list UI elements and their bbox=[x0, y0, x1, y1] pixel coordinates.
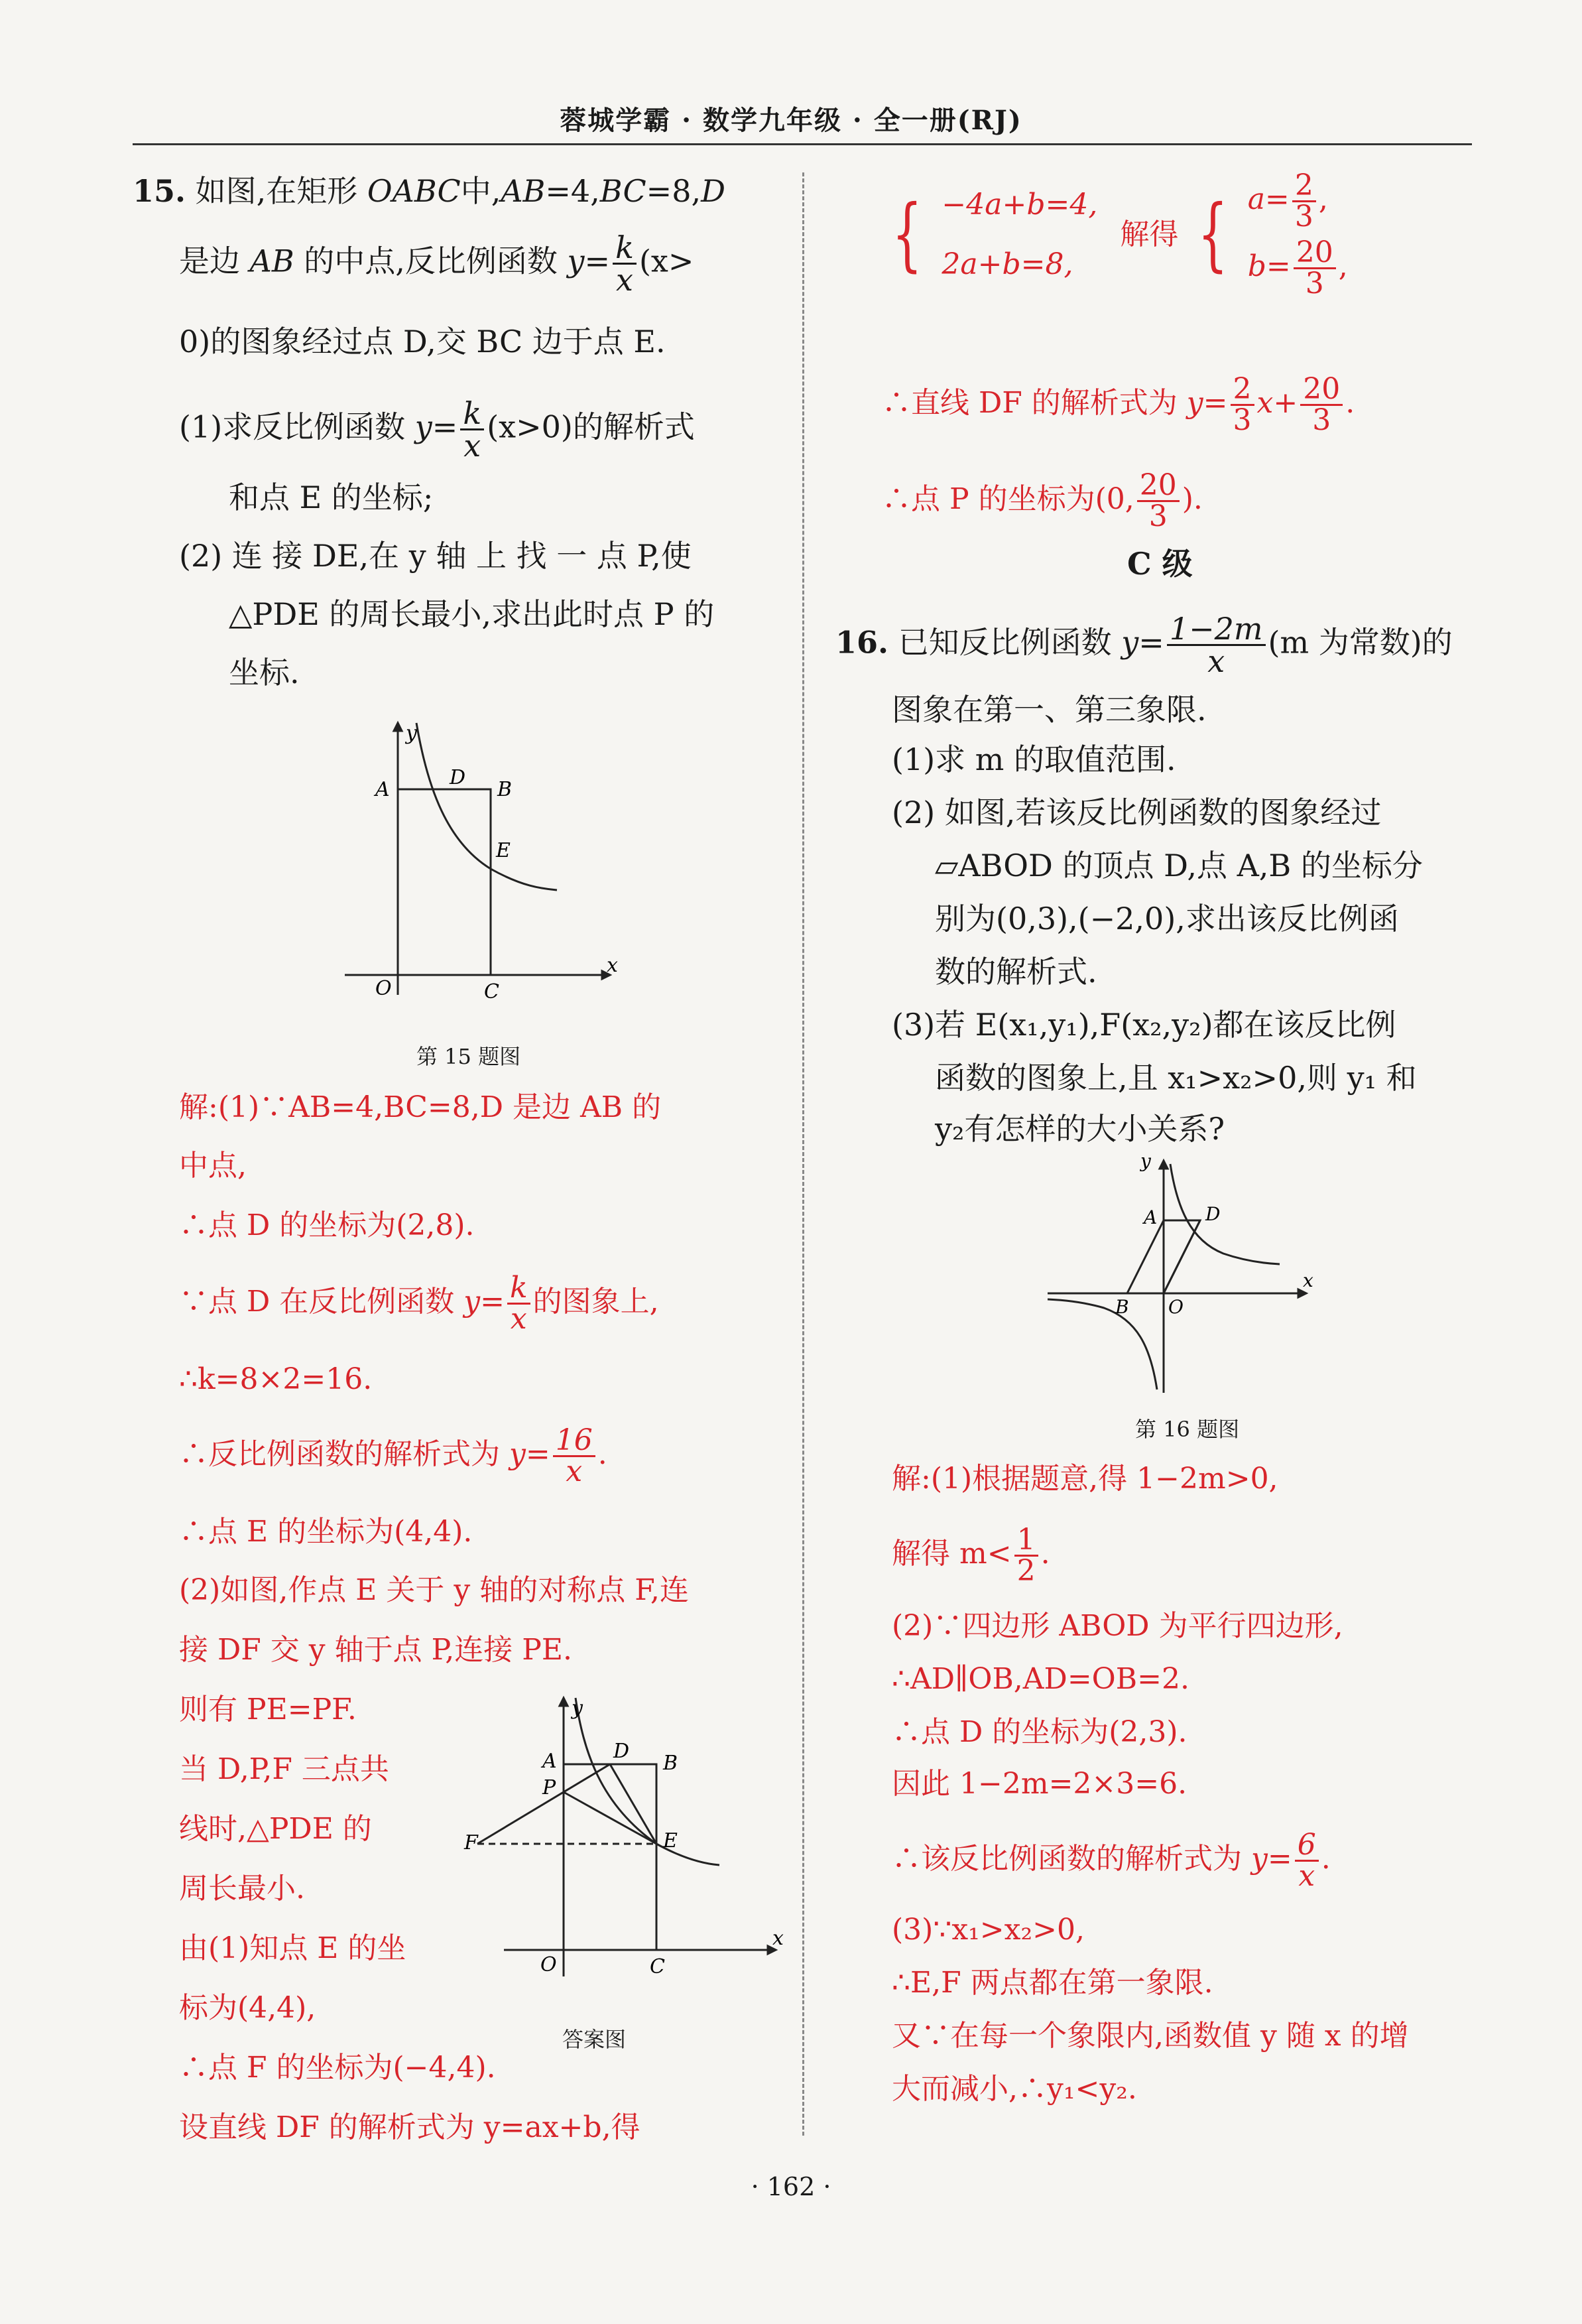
column-divider bbox=[802, 172, 804, 2136]
sol16-line1: 解:(1)根据题意,得 1−2m>0, bbox=[892, 1462, 1278, 1496]
label-P: P bbox=[542, 1776, 556, 1799]
fraction-16-over-x: $\frac{16}{x}$ bbox=[553, 1426, 595, 1486]
label-B: B bbox=[497, 778, 513, 801]
q16-number: 16. bbox=[835, 624, 889, 661]
sol15-line5: ∴k=8×2=16. bbox=[179, 1362, 373, 1396]
sol16-line9: ∴E,F 两点都在第一象限. bbox=[892, 1966, 1213, 2000]
answer-figure-caption: 答案图 bbox=[562, 2027, 627, 2052]
q15-line7: △PDE 的周长最小,求出此时点 P 的 bbox=[229, 596, 715, 632]
sol15-line11: 当 D,P,F 三点共 bbox=[179, 1752, 389, 1786]
fig16-caption: 第 16 题图 bbox=[1135, 1417, 1240, 1442]
rectangle-OABC bbox=[564, 1764, 656, 1950]
label-B: B bbox=[1115, 1296, 1129, 1318]
label-E: E bbox=[663, 1829, 678, 1852]
label-B: B bbox=[663, 1752, 678, 1775]
fraction-k-over-x: $\frac{k}{x}$ bbox=[460, 398, 484, 461]
label-F: F bbox=[464, 1831, 478, 1854]
header-rule bbox=[133, 143, 1472, 145]
hyperbola-curve bbox=[416, 723, 557, 890]
q16-line6: 别为(0,3),(−2,0),求出该反比例函 bbox=[935, 901, 1399, 936]
left-brace: { bbox=[1197, 188, 1229, 281]
sol15-line14: 由(1)知点 E 的坐 bbox=[179, 1931, 406, 1965]
q15-line5: 和点 E 的坐标; bbox=[229, 480, 434, 515]
label-D: D bbox=[613, 1740, 630, 1763]
left-brace: { bbox=[892, 188, 923, 281]
label-x: x bbox=[1303, 1269, 1313, 1291]
q16-line3: (1)求 m 的取值范围. bbox=[892, 742, 1176, 777]
label-D: D bbox=[450, 766, 466, 789]
sol15-line3: ∴点 D 的坐标为(2,8). bbox=[179, 1208, 475, 1242]
label-D: D bbox=[1205, 1203, 1221, 1225]
q15-line4: (1)求反比例函数 y= $\frac{k}{x}$ (x>0)的解析式 bbox=[179, 395, 695, 464]
p-coordinate-result: ∴点 P 的坐标为(0, $\frac{20}{3}$ ). bbox=[882, 468, 1203, 533]
sol15-line6: ∴反比例函数的解析式为 y= $\frac{16}{x}$ . bbox=[179, 1423, 607, 1488]
sol16-line2: 解得 m< $\frac{1}{2}$ . bbox=[892, 1523, 1050, 1588]
df-line-result: ∴直线 DF 的解析式为 y= $\frac{2}{3}$ x+ $\frac{20}{3}$ . bbox=[882, 372, 1355, 437]
q15-number: 15. bbox=[133, 173, 186, 209]
fig15-caption: 第 15 题图 bbox=[416, 1044, 521, 1069]
sol15-line12: 线时,△PDE 的 bbox=[179, 1812, 372, 1846]
q16-line5: ▱ABOD 的顶点 D,点 A,B 的坐标分 bbox=[935, 848, 1423, 883]
label-O: O bbox=[540, 1953, 557, 1976]
q16-line4: (2) 如图,若该反比例函数的图象经过 bbox=[892, 795, 1382, 830]
label-O: O bbox=[1168, 1296, 1184, 1318]
sol16-line7: ∴该反比例函数的解析式为 y= $\frac{6}{x}$ . bbox=[892, 1828, 1331, 1893]
figure-16 bbox=[1041, 1150, 1319, 1399]
fraction-1-2m-over-x: $\frac{1-2m}{x}$ bbox=[1167, 613, 1266, 677]
sol15-line16: ∴点 F 的坐标为(−4,4). bbox=[179, 2051, 496, 2085]
q16-line9: 函数的图象上,且 x₁>x₂>0,则 y₁ 和 bbox=[935, 1060, 1417, 1096]
q15-line1: 15. 如图,在矩形 OABC中,AB=4,BC=8,D bbox=[133, 173, 725, 209]
sol15-line7: ∴点 E 的坐标为(4,4). bbox=[179, 1515, 473, 1549]
fraction-k-over-x: $\frac{k}{x}$ bbox=[507, 1273, 530, 1334]
sol15-line15: 标为(4,4), bbox=[179, 1991, 316, 2025]
fraction-b: $\frac{20}{3}$ bbox=[1294, 238, 1336, 298]
label-C: C bbox=[650, 1955, 665, 1978]
q15-line8: 坐标. bbox=[229, 655, 300, 690]
fraction-a: $\frac{2}{3}$ bbox=[1292, 171, 1316, 231]
fraction-k-over-x: $\frac{k}{x}$ bbox=[613, 232, 637, 295]
label-y: y bbox=[406, 722, 417, 745]
page-number: · 162 · bbox=[751, 2172, 831, 2201]
label-O: O bbox=[375, 977, 392, 1000]
label-E: E bbox=[496, 839, 511, 862]
label-A: A bbox=[375, 778, 390, 801]
sol16-line5: ∴点 D 的坐标为(2,3). bbox=[892, 1715, 1187, 1749]
answer-figure bbox=[464, 1685, 782, 1990]
level-heading: C 级 bbox=[1127, 546, 1193, 582]
q15-line2: 是边 AB 的中点,反比例函数 y= $\frac{k}{x}$ (x> bbox=[179, 229, 694, 298]
q16-line10: y₂有怎样的大小关系? bbox=[935, 1111, 1225, 1147]
label-y: y bbox=[572, 1697, 583, 1720]
q16-line2: 图象在第一、第三象限. bbox=[892, 692, 1207, 728]
sol16-line3: (2)∵四边形 ABOD 为平行四边形, bbox=[892, 1609, 1343, 1643]
hyperbola-curve bbox=[576, 1698, 719, 1865]
q15-line3: 0)的图象经过点 D,交 BC 边于点 E. bbox=[179, 324, 666, 359]
q16-line7: 数的解析式. bbox=[935, 954, 1097, 990]
sol15-line13: 周长最小. bbox=[179, 1872, 305, 1905]
sol16-line4: ∴AD∥OB,AD=OB=2. bbox=[892, 1662, 1189, 1696]
sol15-line17: 设直线 DF 的解析式为 y=ax+b,得 bbox=[179, 2110, 640, 2144]
label-C: C bbox=[484, 980, 499, 1003]
segment-PE bbox=[564, 1792, 656, 1844]
sol15-line1: 解:(1)∵AB=4,BC=8,D 是边 AB 的 bbox=[179, 1090, 662, 1124]
sol15-line2: 中点, bbox=[179, 1149, 247, 1183]
q16-line1: 16. 已知反比例函数 y= $\frac{1-2m}{x}$ (m 为常数)的 bbox=[835, 611, 1453, 679]
figure-15 bbox=[332, 710, 623, 1001]
sol16-line10: 又∵在每一个象限内,函数值 y 随 x 的增 bbox=[892, 2019, 1409, 2053]
q16-line8: (3)若 E(x₁,y₁),F(x₂,y₂)都在该反比例 bbox=[892, 1007, 1396, 1043]
equation-system: { −4a+b=4, 2a+b=8, 解得 { a= $\frac{2}{3}$ , b= $\frac{20}{3}$ , bbox=[892, 168, 1348, 300]
q15-line6: (2) 连 接 DE,在 y 轴 上 找 一 点 P,使 bbox=[179, 538, 692, 574]
sol16-line6: 因此 1−2m=2×3=6. bbox=[892, 1767, 1187, 1801]
label-y: y bbox=[1140, 1150, 1151, 1172]
label-A: A bbox=[1144, 1206, 1158, 1228]
label-x: x bbox=[607, 954, 618, 977]
sol15-line10: 则有 PE=PF. bbox=[179, 1693, 357, 1726]
label-A: A bbox=[542, 1750, 557, 1773]
sol15-line4: ∵点 D 在反比例函数 y= $\frac{k}{x}$ 的图象上, bbox=[179, 1271, 659, 1336]
sol16-line8: (3)∵x₁>x₂>0, bbox=[892, 1913, 1085, 1947]
hyperbola-branch-3 bbox=[1048, 1299, 1157, 1389]
sol15-line9: 接 DF 交 y 轴于点 P,连接 PE. bbox=[179, 1633, 572, 1667]
page-header: 蓉城学霸 · 数学九年级 · 全一册(RJ) bbox=[560, 105, 1022, 136]
sol15-line8: (2)如图,作点 E 关于 y 轴的对称点 F,连 bbox=[179, 1573, 689, 1607]
sol16-line11: 大而减小,∴y₁<y₂. bbox=[892, 2072, 1137, 2106]
label-x: x bbox=[772, 1927, 784, 1950]
